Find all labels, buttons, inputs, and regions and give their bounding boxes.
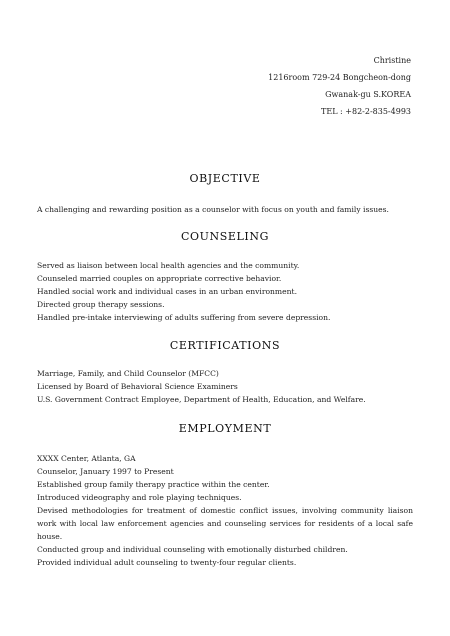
list-item: Licensed by Board of Behavioral Science Examiners [37,382,238,391]
list-item: Conducted group and individual counseling with emotionally disturbed children. [37,545,348,554]
list-item: Handled social work and individual cases in an urban environment. [37,287,297,296]
list-item: U.S. Government Contract Employee, Department of Health, Education, and Welfare. [37,395,366,404]
contact-address-line2: Gwanak-gu S.KOREA [325,90,411,99]
objective-text: A challenging and rewarding position as a counselor with focus on youth and family issues. [37,205,389,214]
position-title: Counselor, January 1997 to Present [37,467,174,476]
list-item: Served as liaison between local health agencies and the community. [37,261,300,270]
list-item: Provided individual adult counseling to twenty-four regular clients. [37,558,297,567]
employer-name: XXXX Center, Atlanta, GA [37,454,136,463]
objective-heading: OBJECTIVE [189,172,261,185]
contact-address-line1: 1216room 729-24 Bongcheon-dong [268,73,411,82]
list-item: Introduced videography and role playing techniques. [37,493,242,502]
contact-phone: TEL : +82-2-835-4993 [321,107,411,116]
list-item: Directed group therapy sessions. [37,300,165,309]
counseling-heading: COUNSELING [181,230,269,243]
employment-section [37,452,413,569]
contact-name: Christine [373,56,411,65]
list-item: Handled pre-intake interviewing of adults suffering from severe depression. [37,313,331,322]
list-item: Established group family therapy practice within the center. [37,480,270,489]
list-item: Counseled married couples on appropriate corrective behavior. [37,274,282,283]
employment-heading: EMPLOYMENT [178,422,272,435]
objective-section [37,203,413,216]
counseling-section [37,259,413,324]
list-item: Devised methodologies for treatment of domestic conflict issues, involving community liaison work with local law enforcement agencies and counseling services for residents of a local safe house. [37,506,413,541]
contact-block [268,52,411,120]
list-item: Marriage, Family, and Child Counselor (MFCC) [37,369,219,378]
certifications-heading: CERTIFICATIONS [169,339,281,352]
certifications-section [37,367,413,406]
